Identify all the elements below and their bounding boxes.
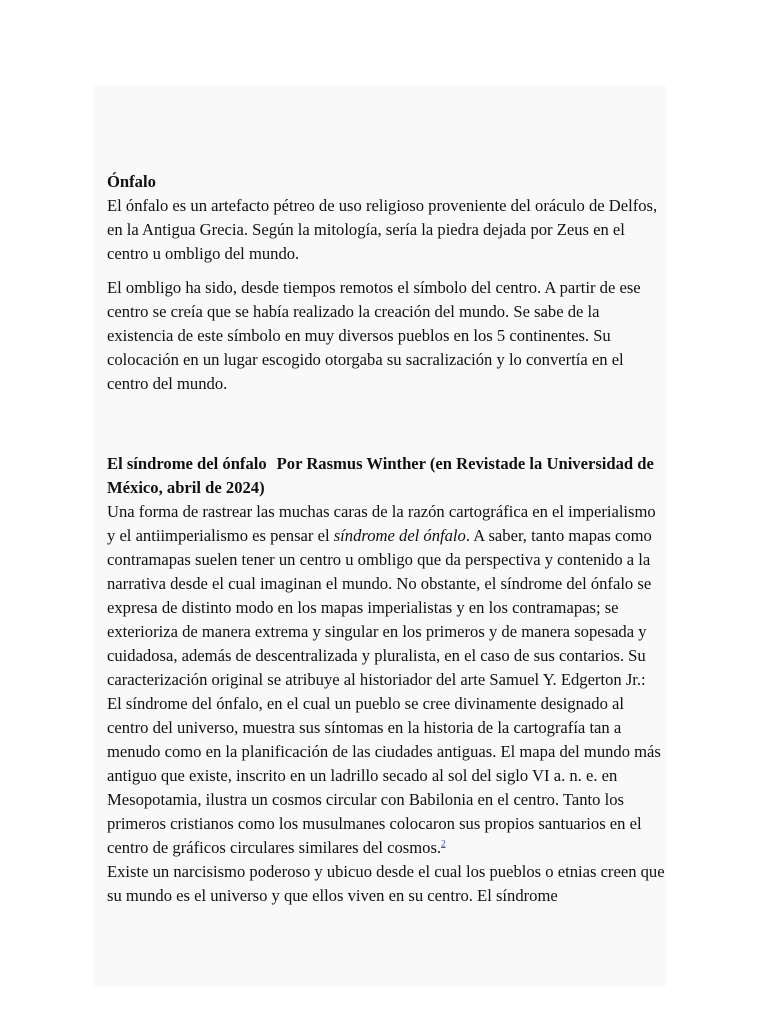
paragraph-sindrome-intro [107,500,667,692]
section-title-onfalo: Ónfalo [107,172,156,191]
paragraph-edgerton-quote [107,692,667,860]
intro-text-end: . A saber, tanto mapas como contramapas suelen tener un centro u ombligo que da perspectiva y contenido a la narrativa desde el cual imaginan el mundo. No obstante, el síndrome del ónfalo se expresa de distinto modo en los mapas imperialistas y en los contramapas; se exterioriza de manera extrema y singular en los primeros y de manera sopesada y cuidadosa, además de descentralizada y pluralista, en el caso de sus contarios. Su caracterización original se atribuye al historiador del arte Samuel Y. Edgerton Jr.: [107,526,652,689]
paragraph-ombligo: El ombligo ha sido, desde tiempos remotos el símbolo del centro. A partir de ese centro se creía que se había realizado la creación del mundo. Se sabe de la existencia de este símbolo en muy diversos pueblos en los 5 continentes. Su colocación en un lugar escogido otorgaba su sacralización y lo convertía en el centro del mundo. [107,278,641,393]
paragraph-narcisismo: Existe un narcisismo poderoso y ubicuo desde el cual los pueblos o etnias creen que su mundo es el universo y que ellos viven en su centro. El síndrome [107,862,665,905]
paragraph-onfalo-definition: El ónfalo es un artefacto pétreo de uso religioso proveniente del oráculo de Delfos, en la Antigua Grecia. Según la mitología, sería la piedra dejada por Zeus en el centro u ombligo del mundo. [107,196,658,263]
intro-text-start: Una forma de rastrear las muchas caras de la razón cartográfica en el imperialismo y el antiimperialismo es pensar el [107,502,656,545]
title-main: El síndrome del ónfalo [107,454,267,473]
title-byline: Por Rasmus Winther (en Revistade la Universidad de México, abril de 2024) [107,454,654,497]
intro-italic-term: síndrome del ónfalo [333,526,466,545]
footnote-link[interactable]: 2 [441,838,446,849]
quote-text: El síndrome del ónfalo, en el cual un pueblo se cree divinamente designado al centro del universo, muestra sus síntomas en la historia de la cartografía tan a menudo como en la planificación de las ciudades antiguas. El mapa del mundo más antiguo que existe, inscrito en un ladrillo secado al sol del siglo VI a. n. e. en Mesopotamia, ilustra un cosmos circular con Babilonia en el centro. Tanto los primeros cristianos como los musulmanes colocaron sus propios santuarios en el centro de gráficos circulares similares del cosmos. [107,694,661,857]
section-title-sindrome [107,452,667,500]
document-body [107,170,667,908]
